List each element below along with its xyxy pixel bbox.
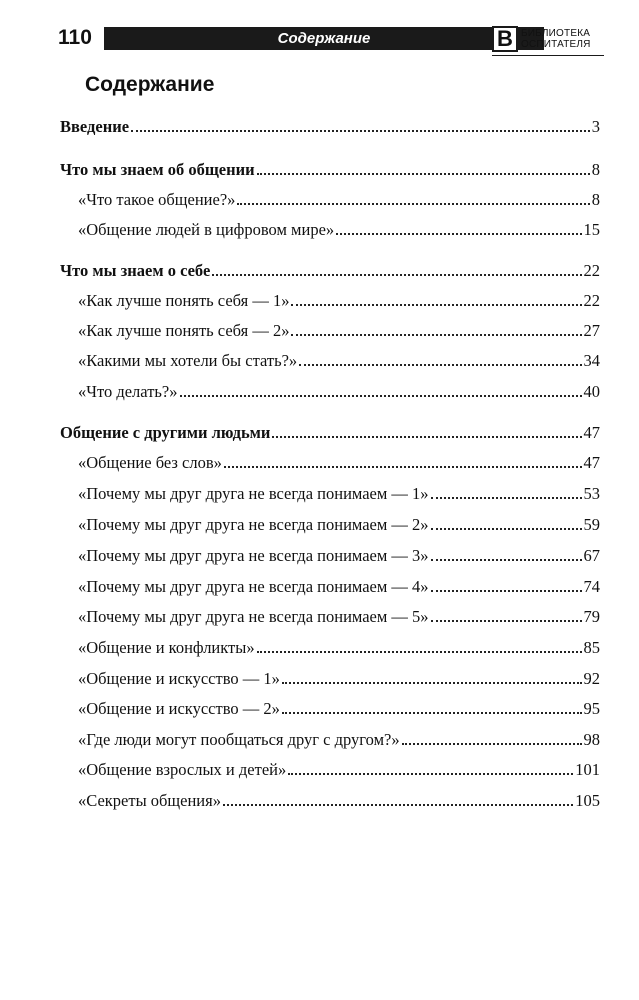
toc-entry-page: 15 bbox=[583, 220, 600, 239]
toc-entry-title: «Общение и конфликты» bbox=[78, 638, 255, 657]
dot-leader bbox=[431, 545, 582, 561]
toc-item[interactable] bbox=[78, 637, 600, 659]
toc-section[interactable] bbox=[60, 116, 600, 138]
toc-entry-page: 85 bbox=[583, 638, 600, 657]
logo-line-2: ОСПИТАТЕЛЯ bbox=[521, 39, 591, 50]
dot-leader bbox=[402, 729, 582, 745]
toc-entry-page: 98 bbox=[583, 730, 600, 749]
toc-entry-page: 105 bbox=[575, 791, 600, 810]
toc-entry-page: 47 bbox=[583, 453, 600, 472]
dot-leader bbox=[257, 159, 590, 175]
toc-entry-title: «Почему мы друг друга не всегда понимаем — 4» bbox=[78, 577, 429, 596]
series-logo bbox=[492, 24, 604, 54]
logo-letter: В bbox=[497, 26, 513, 51]
toc-entry-page: 22 bbox=[583, 261, 600, 280]
toc-entry-page: 40 bbox=[583, 382, 600, 401]
toc-item[interactable] bbox=[78, 668, 600, 690]
toc-item[interactable] bbox=[78, 606, 600, 628]
toc-entry-title: «Секреты общения» bbox=[78, 791, 221, 810]
toc-entry-title: «Как лучше понять себя — 2» bbox=[78, 321, 290, 340]
toc-entry-title: «Какими мы хотели бы стать?» bbox=[78, 351, 298, 370]
toc-entry-page: 92 bbox=[583, 669, 600, 688]
logo-text bbox=[521, 28, 591, 50]
dot-leader bbox=[291, 320, 581, 336]
toc-entry-page: 101 bbox=[575, 760, 600, 779]
toc-item[interactable] bbox=[78, 381, 600, 403]
toc-entry-title: «Что такое общение?» bbox=[78, 190, 236, 209]
toc-entry-page: 59 bbox=[583, 515, 600, 534]
toc-item[interactable] bbox=[78, 483, 600, 505]
toc-entry-page: 27 bbox=[583, 321, 600, 340]
toc-entry-page: 8 bbox=[591, 160, 600, 179]
toc-entry-title: «Почему мы друг друга не всегда понимаем — 2» bbox=[78, 515, 429, 534]
toc-entry-page: 47 bbox=[583, 423, 600, 442]
toc-entry-title: «Почему мы друг друга не всегда понимаем — 3» bbox=[78, 546, 429, 565]
page-number: 110 bbox=[58, 26, 92, 49]
dot-leader bbox=[431, 514, 582, 530]
toc-item[interactable] bbox=[78, 320, 600, 342]
logo-rule bbox=[492, 55, 604, 56]
dot-leader bbox=[291, 290, 581, 306]
toc-entry-title: «Общение людей в цифровом мире» bbox=[78, 220, 335, 239]
toc-item[interactable] bbox=[78, 790, 600, 812]
toc-section[interactable] bbox=[60, 159, 600, 181]
toc-section[interactable] bbox=[60, 422, 600, 444]
toc-entry-page: 53 bbox=[583, 484, 600, 503]
toc-entry-title: «Почему мы друг друга не всегда понимаем — 1» bbox=[78, 484, 429, 503]
toc-entry-title: Введение bbox=[60, 117, 130, 136]
dot-leader bbox=[431, 483, 582, 499]
toc-entry-page: 3 bbox=[591, 117, 600, 136]
toc-item[interactable] bbox=[78, 290, 600, 312]
toc-entry-title: «Общение и искусство — 1» bbox=[78, 669, 280, 688]
dot-leader bbox=[257, 637, 582, 653]
running-title: Содержание bbox=[104, 27, 544, 50]
toc-item[interactable] bbox=[78, 759, 600, 781]
toc-entry-title: «Почему мы друг друга не всегда понимаем — 5» bbox=[78, 607, 429, 626]
toc-entry-page: 34 bbox=[583, 351, 600, 370]
toc-section[interactable] bbox=[60, 260, 600, 282]
dot-leader bbox=[336, 219, 581, 235]
dot-leader bbox=[180, 381, 582, 397]
toc-entry-title: «Как лучше понять себя — 1» bbox=[78, 291, 290, 310]
toc-entry-title: Что мы знаем об общении bbox=[60, 160, 255, 179]
toc-item[interactable] bbox=[78, 350, 600, 372]
toc-entry-title: «Общение без слов» bbox=[78, 453, 222, 472]
toc-item[interactable] bbox=[78, 219, 600, 241]
toc-entry-page: 74 bbox=[583, 577, 600, 596]
toc-entry-title: «Что делать?» bbox=[78, 382, 178, 401]
dot-leader bbox=[212, 260, 581, 276]
dot-leader bbox=[431, 606, 582, 622]
toc-item[interactable] bbox=[78, 698, 600, 720]
toc-item[interactable] bbox=[78, 452, 600, 474]
logo-line-1: БИБЛИОТЕКА bbox=[521, 28, 591, 39]
toc-item[interactable] bbox=[78, 514, 600, 536]
page-title: Содержание bbox=[85, 73, 215, 96]
toc-entry-title: «Где люди могут пообщаться друг с другом?» bbox=[78, 730, 400, 749]
toc-entry-page: 79 bbox=[583, 607, 600, 626]
dot-leader bbox=[131, 116, 590, 132]
page-header bbox=[58, 24, 602, 54]
dot-leader bbox=[431, 576, 582, 592]
toc-entry-page: 22 bbox=[583, 291, 600, 310]
toc-item[interactable] bbox=[78, 576, 600, 598]
dot-leader bbox=[299, 350, 581, 366]
dot-leader bbox=[272, 422, 581, 438]
toc-entry-page: 95 bbox=[583, 699, 600, 718]
toc-entry-title: Общение с другими людьми bbox=[60, 423, 271, 442]
toc-entry-title: «Общение и искусство — 2» bbox=[78, 699, 280, 718]
toc-item[interactable] bbox=[78, 729, 600, 751]
toc-entry-page: 67 bbox=[583, 546, 600, 565]
toc-item[interactable] bbox=[78, 189, 600, 211]
dot-leader bbox=[288, 759, 573, 775]
toc-entry-page: 8 bbox=[591, 190, 600, 209]
dot-leader bbox=[224, 452, 582, 468]
dot-leader bbox=[282, 698, 582, 714]
toc-entry-title: Что мы знаем о себе bbox=[60, 261, 211, 280]
dot-leader bbox=[223, 790, 573, 806]
dot-leader bbox=[237, 189, 589, 205]
toc-item[interactable] bbox=[78, 545, 600, 567]
toc-entry-title: «Общение взрослых и детей» bbox=[78, 760, 287, 779]
logo-badge bbox=[492, 26, 518, 52]
dot-leader bbox=[282, 668, 582, 684]
